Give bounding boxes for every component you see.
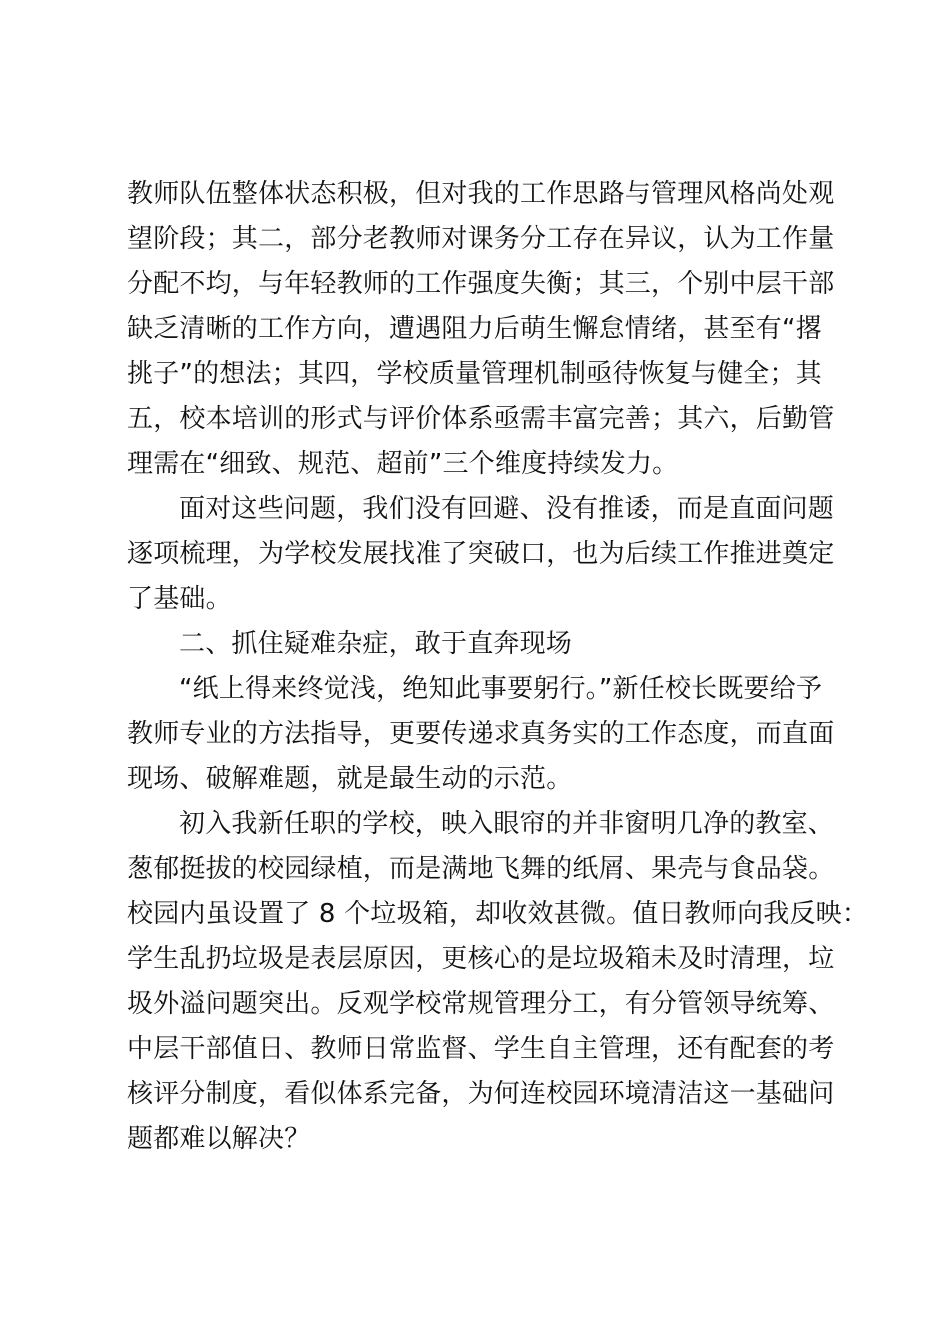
text-line: 校园内虽设置了 8 个垃圾箱，却收效甚微。值日教师向我反映：: [127, 899, 869, 929]
document-body: [127, 172, 869, 1162]
text-line: 分配不均，与年轻教师的工作强度失衡；其三，个别中层干部: [127, 269, 835, 299]
text-line: 教师队伍整体状态积极，但对我的工作思路与管理风格尚处观: [127, 179, 835, 209]
text-line: “纸上得来终觉浅，绝知此事要躬行。”新任校长既要给予: [179, 674, 823, 704]
text-line: 核评分制度，看似体系完备，为何连校园环境清洁这一基础问: [127, 1079, 835, 1109]
text-line: 面对这些问题，我们没有回避、没有推诿，而是直面问题: [179, 494, 835, 524]
paragraph-4: [127, 802, 869, 1162]
text-line: 教师专业的方法指导，更要传递求真务实的工作态度，而直面: [127, 719, 835, 749]
text-line: 了基础。: [127, 584, 232, 614]
text-line: 缺乏清晰的工作方向，遭遇阻力后萌生懈怠情绪，甚至有“撂: [127, 314, 822, 344]
text-line: 题都难以解决？: [127, 1124, 311, 1154]
text-line: 逐项梳理，为学校发展找准了突破口，也为后续工作推进奠定: [127, 539, 835, 569]
paragraph-2: [127, 487, 833, 622]
paragraph-1: [127, 172, 833, 487]
section-heading: [127, 622, 833, 667]
text-line: 五，校本培训的形式与评价体系亟需丰富完善；其六，后勤管: [127, 404, 835, 434]
text-line: 理需在“细致、规范、超前”三个维度持续发力。: [127, 449, 679, 479]
paragraph-3: [127, 667, 833, 802]
text-line: 葱郁挺拔的校园绿植，而是满地飞舞的纸屑、果壳与食品袋。: [127, 854, 835, 884]
text-line: 中层干部值日、教师日常监督、学生自主管理，还有配套的考: [127, 1034, 835, 1064]
text-line: 初入我新任职的学校，映入眼帘的并非窗明几净的教室、: [179, 809, 835, 839]
text-line: 圾外溢问题突出。反观学校常规管理分工，有分管领导统筹、: [127, 989, 835, 1019]
text-line: 学生乱扔垃圾是表层原因，更核心的是垃圾箱未及时清理，垃: [127, 944, 835, 974]
text-line: 现场、破解难题，就是最生动的示范。: [127, 764, 573, 794]
text-line: 挑子”的想法；其四，学校质量管理机制亟待恢复与健全；其: [127, 359, 822, 389]
heading-text: 二、抓住疑难杂症，敢于直奔现场: [179, 629, 573, 659]
text-line: 望阶段；其二，部分老教师对课务分工存在异议，认为工作量: [127, 224, 835, 254]
